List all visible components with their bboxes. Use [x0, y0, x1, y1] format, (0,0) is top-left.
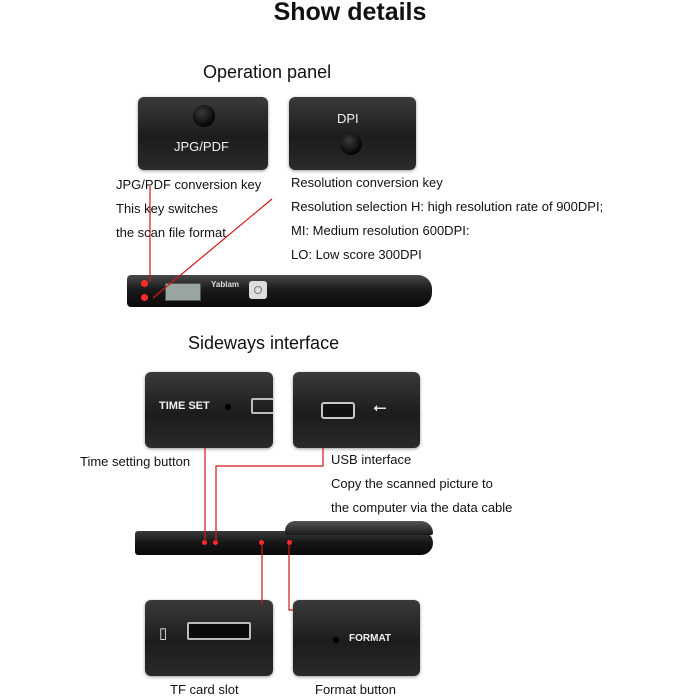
format-label: FORMAT	[349, 633, 392, 644]
dpi-key-label: DPI	[337, 111, 359, 126]
callout-format: Format button	[315, 682, 396, 697]
callout-tf-card: TF card slot	[170, 682, 239, 697]
brand-label: Yablam	[211, 280, 240, 289]
callout-resolution-line3: MI: Medium resolution 600DPI:	[291, 223, 470, 238]
callout-resolution-line2: Resolution selection H: high resolution rate of 900DPI;	[291, 199, 604, 214]
callout-usb-line1: USB interface	[331, 452, 412, 467]
jpg-pdf-key-label: JPG/PDF	[174, 139, 229, 154]
callout-jpg-line3: the scan file format	[116, 225, 226, 240]
sideways-interface-heading: Sideways interface	[188, 333, 340, 353]
leader-dpi	[153, 199, 272, 298]
callout-usb-line2: Copy the scanned picture to	[331, 476, 493, 491]
page-title: Show details	[273, 0, 427, 26]
leader-format	[289, 545, 293, 610]
operation-panel-heading: Operation panel	[203, 62, 332, 82]
time-set-label: TIME SET	[159, 400, 210, 412]
sd-card-icon: ▯	[159, 625, 168, 642]
callout-usb-line3: the computer via the data cable	[331, 500, 513, 515]
callout-resolution-line1: Resolution conversion key	[291, 175, 443, 190]
callout-jpg-line2: This key switches	[116, 201, 218, 216]
callout-time-setting: Time setting button	[80, 454, 191, 469]
callout-jpg-line1: JPG/PDF conversion key	[116, 177, 262, 192]
callout-resolution-line4: LO: Low score 300DPI	[291, 247, 422, 262]
leader-usb	[216, 448, 323, 542]
usb-icon: ⭠	[373, 398, 387, 417]
